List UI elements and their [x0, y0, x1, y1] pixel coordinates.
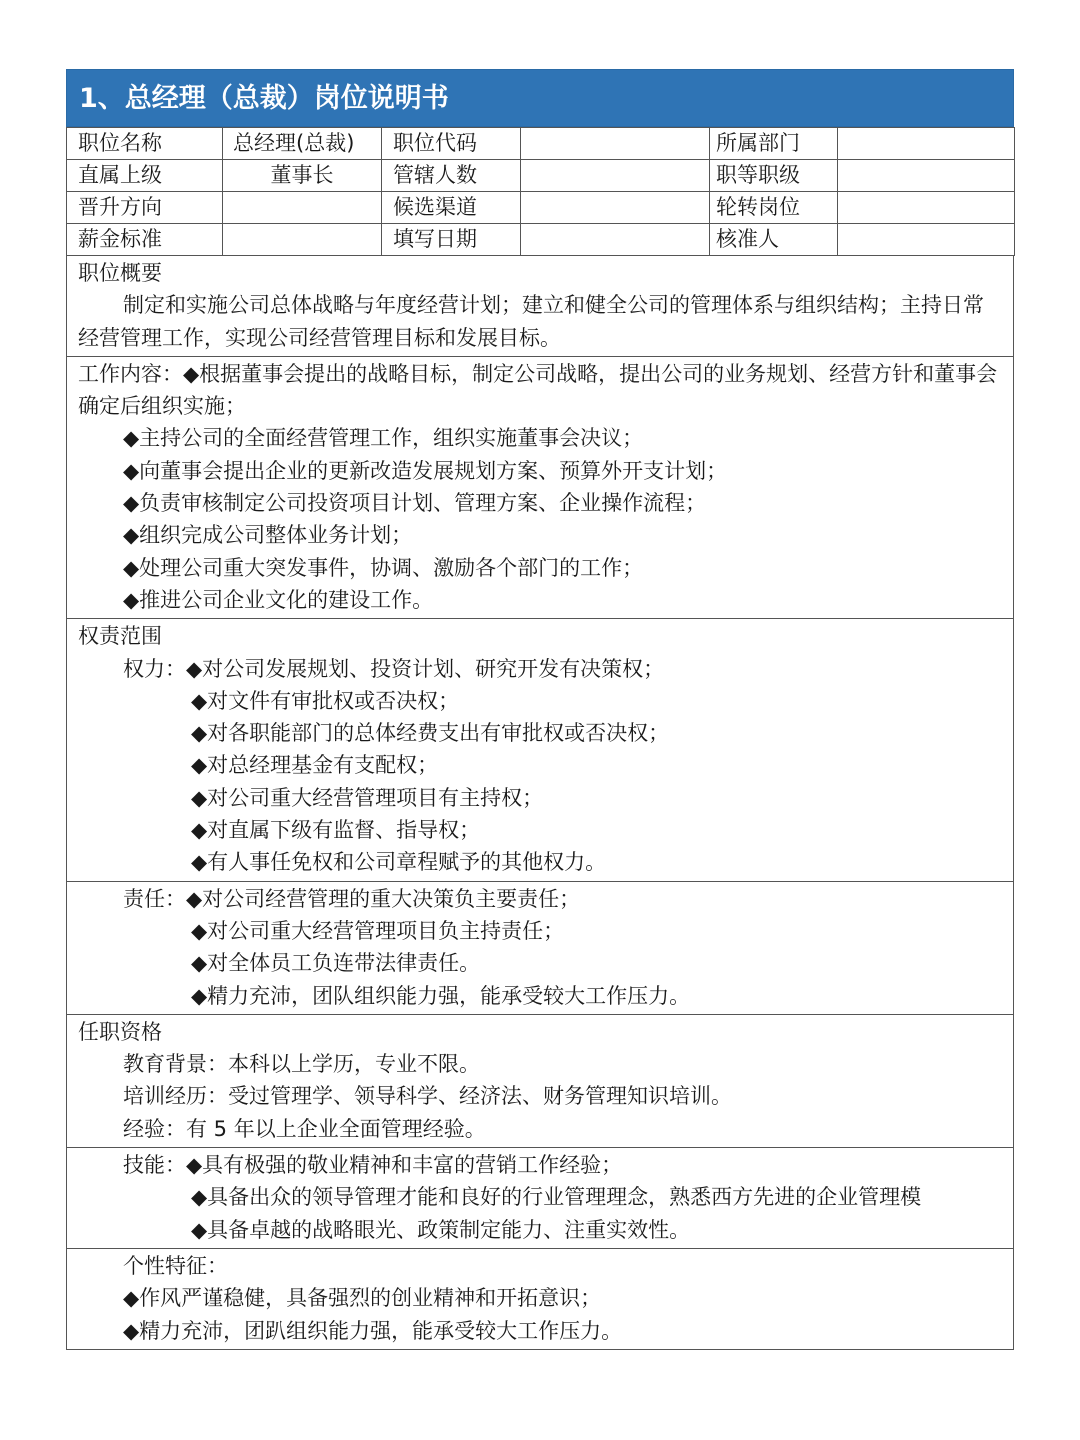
list-item: 经验：有 5 年以上企业全面管理经验。	[123, 1116, 486, 1141]
list-item: 培训经历：受过管理学、领导科学、经济法、财务管理知识培训。	[123, 1084, 732, 1109]
table-cell: 晋升方向	[67, 192, 223, 224]
table-cell: 董事长	[223, 160, 382, 192]
table-cell: 候选渠道	[382, 192, 521, 224]
table-cell	[838, 160, 1015, 192]
power-first-item: 权力：◆对公司发展规划、投资计划、研究开发有决策权；	[123, 656, 665, 681]
responsibility-first-item: 责任：◆对公司经营管理的重大决策负主要责任；	[123, 886, 581, 911]
list-item: ◆对公司重大经营管理项目负主持责任；	[191, 918, 565, 943]
list-item: ◆作风严谨稳健，具备强烈的创业精神和开拓意识；	[123, 1286, 602, 1311]
skills-first-item: 技能：◆具有极强的敬业精神和丰富的营销工作经验；	[123, 1153, 623, 1178]
qualification-section	[66, 1015, 1014, 1148]
overview-text: 制定和实施公司总体战略与年度经营计划；建立和健全公司的管理体系与组织结构；主持日常经营管理工作，实现公司经营管理目标和发展目标。	[78, 293, 984, 350]
list-item: ◆处理公司重大突发事件，协调、激励各个部门的工作；	[123, 555, 644, 580]
table-cell: 填写日期	[382, 224, 521, 256]
table-cell	[838, 128, 1015, 160]
overview-section	[66, 256, 1014, 357]
table-cell: 管辖人数	[382, 160, 521, 192]
section-heading: 个性特征：	[123, 1253, 228, 1278]
table-cell	[521, 160, 710, 192]
table-cell: 所属部门	[710, 128, 838, 160]
list-item: ◆对总经理基金有支配权；	[191, 753, 439, 778]
table-row	[67, 224, 1015, 256]
table-cell: 核准人	[710, 224, 838, 256]
personality-section	[66, 1249, 1014, 1350]
list-item: ◆主持公司的全面经营管理工作，组织实施董事会决议；	[123, 426, 644, 451]
section-heading: 任职资格	[78, 1019, 162, 1044]
table-cell	[838, 192, 1015, 224]
list-item: ◆对公司重大经营管理项目有主持权；	[191, 785, 544, 810]
table-cell: 薪金标准	[67, 224, 223, 256]
list-item: 教育背景：本科以上学历，专业不限。	[123, 1052, 480, 1077]
list-item: ◆组织完成公司整体业务计划；	[123, 523, 413, 548]
skills-section	[66, 1148, 1014, 1249]
list-item: ◆推进公司企业文化的建设工作。	[123, 587, 434, 612]
list-item: ◆对各职能部门的总体经费支出有审批权或否决权；	[191, 721, 670, 746]
table-cell: 直属上级	[67, 160, 223, 192]
duties-first-item: 工作内容：◆根据董事会提出的战略目标，制定公司战略，提出公司的业务规划、经营方针和董事会确定后组织实施；	[78, 361, 998, 419]
list-item: ◆对直属下级有监督、指导权；	[191, 818, 481, 843]
table-cell: 职等职级	[710, 160, 838, 192]
table-cell: 职位代码	[382, 128, 521, 160]
table-row	[67, 160, 1015, 192]
list-item: ◆向董事会提出企业的更新改造发展规划方案、预算外开支计划；	[123, 458, 728, 483]
table-cell	[521, 224, 710, 256]
table-cell	[521, 192, 710, 224]
table-cell	[521, 128, 710, 160]
table-cell	[223, 224, 382, 256]
duties-section	[66, 357, 1014, 619]
power-section	[66, 619, 1014, 881]
list-item: ◆有人事任免权和公司章程赋予的其他权力。	[191, 850, 607, 875]
table-cell: 职位名称	[67, 128, 223, 160]
table-cell: 总经理(总裁)	[223, 128, 382, 160]
table-row	[67, 128, 1015, 160]
section-heading: 权责范围	[78, 624, 162, 649]
info-table	[66, 127, 1015, 256]
list-item: ◆具备出众的领导管理才能和良好的行业管理理念，熟悉西方先进的企业管理模	[191, 1185, 922, 1210]
section-heading: 职位概要	[78, 261, 162, 285]
table-cell	[223, 192, 382, 224]
list-item: ◆对文件有审批权或否决权；	[191, 688, 460, 713]
document-title: 1、总经理（总裁）岗位说明书	[66, 69, 1014, 127]
list-item: ◆精力充沛，团趴组织能力强，能承受较大工作压力。	[123, 1318, 623, 1343]
table-cell: 轮转岗位	[710, 192, 838, 224]
list-item: ◆精力充沛，团队组织能力强，能承受较大工作压力。	[191, 983, 691, 1008]
list-item: ◆具备卓越的战略眼光、政策制定能力、注重实效性。	[191, 1217, 691, 1242]
list-item: ◆对全体员工负连带法律责任。	[191, 951, 481, 976]
job-description-document	[66, 69, 1014, 1350]
list-item: ◆负责审核制定公司投资项目计划、管理方案、企业操作流程；	[123, 491, 707, 516]
responsibility-section	[66, 882, 1014, 1015]
table-cell	[838, 224, 1015, 256]
table-row	[67, 192, 1015, 224]
